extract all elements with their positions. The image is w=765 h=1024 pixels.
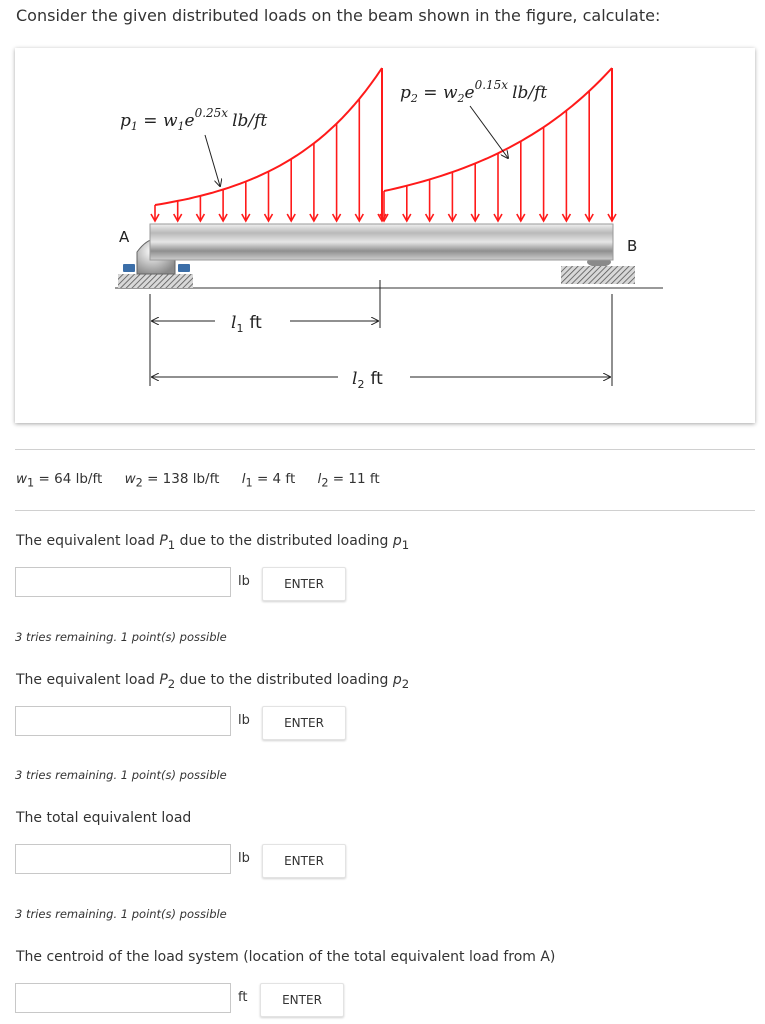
question-4-answer-input[interactable] xyxy=(15,983,231,1013)
question-2-enter-button[interactable]: ENTER xyxy=(262,706,346,740)
beam-figure xyxy=(15,48,755,423)
question-2-answer-input[interactable] xyxy=(15,706,231,736)
question-1-tries: 3 tries remaining. 1 point(s) possible xyxy=(15,630,227,644)
question-2-text: The equivalent load $P_2$ due to the distributed loading $p_2$ xyxy=(16,672,410,691)
param-l2: $l_2 = 11$ ft xyxy=(317,471,380,490)
l1-dimension-label: $l_1$ ft xyxy=(231,313,262,335)
question-2-unit: lb xyxy=(238,713,250,728)
question-4-enter-button[interactable]: ENTER xyxy=(260,983,344,1017)
divider-top xyxy=(15,449,755,450)
problem-heading: Consider the given distributed loads on the beam shown in the figure, calculate: xyxy=(16,6,661,25)
param-w2: $w_2 = 138$ lb/ft xyxy=(124,471,220,490)
question-3-text: The total equivalent load xyxy=(16,810,192,826)
support-b-roller xyxy=(561,257,635,284)
question-4-text: The centroid of the load system (location of the total equivalent load from A) xyxy=(16,949,556,965)
divider-bottom xyxy=(15,510,755,511)
l2-dimension-label: $l_2$ ft xyxy=(352,369,383,391)
question-4-unit: ft xyxy=(238,990,248,1005)
p1-label: $p_1 = w_1e^{0.25x}$ lb/ft xyxy=(120,106,268,133)
given-parameters xyxy=(16,471,398,490)
question-1-answer-input[interactable] xyxy=(15,567,231,597)
p1-pointer xyxy=(205,135,220,186)
beam xyxy=(150,224,613,260)
question-1-text: The equivalent load $P_1$ due to the distributed loading $p_1$ xyxy=(16,533,410,552)
question-1-unit: lb xyxy=(238,574,250,589)
question-1-enter-button[interactable]: ENTER xyxy=(262,567,346,601)
question-2-tries: 3 tries remaining. 1 point(s) possible xyxy=(15,768,227,782)
param-w1: $w_1 = 64$ lb/ft xyxy=(16,471,103,490)
support-a-label: A xyxy=(119,228,130,246)
beam-diagram xyxy=(15,48,755,423)
support-b-label: B xyxy=(627,237,638,255)
question-3-answer-input[interactable] xyxy=(15,844,231,874)
p2-pointer xyxy=(470,106,508,158)
question-3-enter-button[interactable]: ENTER xyxy=(262,844,346,878)
param-l1: $l_1 = 4$ ft xyxy=(241,471,296,490)
question-3-unit: lb xyxy=(238,851,250,866)
p2-label: $p_2 = w_2e^{0.15x}$ lb/ft xyxy=(400,78,548,105)
question-3-tries: 3 tries remaining. 1 point(s) possible xyxy=(15,907,227,921)
